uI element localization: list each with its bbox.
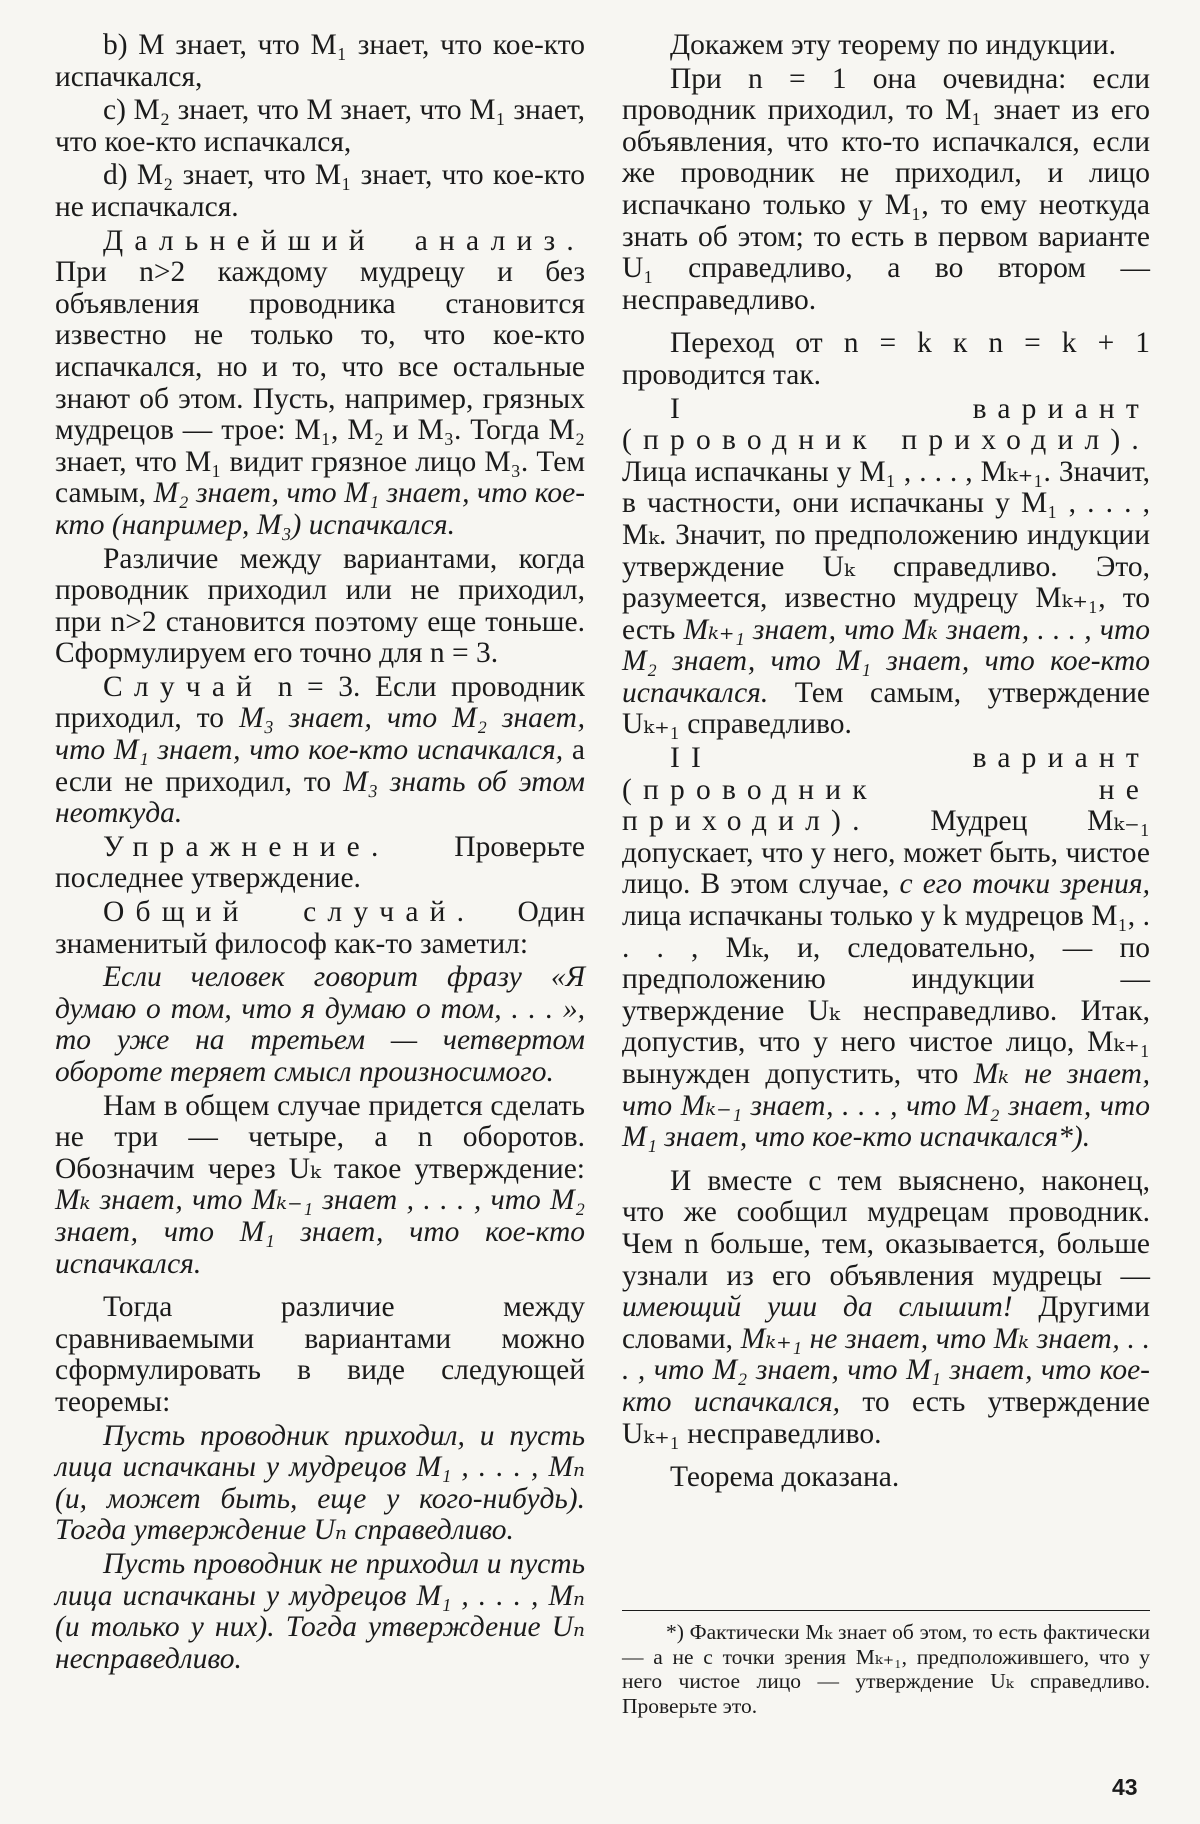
spaced-heading: (проводник приходил).	[622, 424, 1150, 457]
paragraph: Докажем эту теорему по индукции.	[670, 29, 1116, 61]
paragraph: Тогда различие между сравниваемыми вариантами можно сформулировать в виде следующей теоремы:	[55, 1291, 585, 1418]
spaced-heading: Общий случай.	[103, 896, 476, 929]
footnote-divider	[622, 1610, 1150, 1611]
right-column	[622, 30, 1150, 1496]
spaced-heading: Упражнение.	[103, 830, 390, 863]
paragraph: Нам в общем случае придется сделать не три — четыре, а n оборотов. Обозначим через Uₖ такое утверждение: Mₖ знает, что Mₖ₋₁ знает , . . . , что M₂ знает, что M₁ знает, что кое-кто испачкался.	[55, 1089, 585, 1280]
left-column	[55, 30, 585, 1677]
paragraph: c) M₂ знает, что M знает, что M₁ знает, что кое-кто испачкался,	[55, 94, 585, 158]
paragraph: Различие между вариантами, когда проводник приходил или не приходил, при n>2 становится поэтому еще тоньше. Сформулируем его точно для n = 3.	[55, 542, 585, 670]
paragraph: Дальнейший анализ. При n>2 каждому мудрецу и без объявления проводника становится известно не только то, что кое-кто испачкался, но и то, что все остальные знают об этом. Пусть, например, грязных мудрецов — трое: M₁, M₂ и M₃. Тогда M₂ знает, что M₁ видит грязное лицо M₃. Тем самым, M₂ знает, что M₁ знает, что кое-кто (например, M₃) испачкался.	[55, 224, 586, 541]
footnote	[622, 1620, 1150, 1720]
theorem-part-1: Пусть проводник приходил, и пусть лица испачканы у мудрецов M₁ , . . . , Mₙ (и, может быть, еще у кого-нибудь). Тогда утверждение Uₙ справедливо.	[55, 1419, 585, 1547]
spaced-heading: Случай	[103, 670, 264, 703]
paragraph: Теорема доказана.	[670, 1461, 900, 1494]
paragraph: Случай n = 3. Если проводник приходил, то M₃ знает, что M₂ знает, что M₁ знает, что кое-кто испачкался, а если не приходил, то M₃ знать об этом неоткуда.	[55, 670, 586, 830]
spaced-heading: Дальнейший анализ.	[103, 224, 585, 257]
page-number: 43	[1112, 1774, 1138, 1800]
paragraph: И вместе с тем выяснено, наконец, что же сообщил мудрецам проводник. Чем n больше, тем, оказывается, больше узнали из его объявления мудрецы — имеющий уши да слышит! Другими словами, Mₖ₊₁ не знает, что Mₖ знает, . . . , что M₂ знает, что M₁ знает, что кое-кто испачкался, то есть утверждение Uₖ₊₁ несправедливо.	[622, 1164, 1151, 1450]
quotation: Если человек говорит фразу «Я думаю о том, что я думаю о том, . . . », то уже на третьем — четвертом обороте теряет смысл произносимого.	[55, 961, 585, 1088]
paragraph: При n = 1 она очевидна: если проводник приходил, то M₁ знает из его объявления, что кто-то испачкался, если же проводник не приходил, и лицо испачкано только у M₁, то ему неоткуда знать об этом; то есть в первом варианте U₁ справедливо, а во втором — несправедливо.	[622, 62, 1150, 316]
spaced-heading: (проводник не приходил).	[622, 773, 1150, 838]
paragraph: II вариант (проводник не приходил). Мудрец Mₖ₋₁ допускает, что у него, может быть, чистое лицо. В этом случае, с его точки зрения, лица испачканы только у k мудрецов M₁, . . . , Mₖ, и, следовательно, — по предположению индукции — утверждение Uₖ несправедливо. Итак, допустив, что у него чистое лицо, Mₖ₊₁ вынужден допустить, что Mₖ не знает, что Mₖ₋₁ знает, . . . , что M₂ знает, что M₁ знает, что кое-кто испачкался*).	[622, 742, 1151, 1154]
paragraph: Упражнение. Проверьте последнее утверждение.	[55, 830, 585, 895]
footnote-text: *) Фактически Mₖ знает об этом, то есть фактически — а не с точки зрения Mₖ₊₁, предположившего, что у него чистое лицо — утверждение Uₖ справедливо. Проверьте это.	[622, 1620, 1150, 1718]
theorem-part-2: Пусть проводник не приходил и пусть лица испачканы у мудрецов M₁ , . . . , Mₙ (и только у них). Тогда утверждение Uₙ несправедливо.	[55, 1547, 585, 1675]
spaced-heading: I вариант	[670, 392, 1150, 425]
paragraph: d) M₂ знает, что M₁ знает, что кое-кто не испачкался.	[55, 159, 585, 223]
paragraph: Переход от n = k к n = k + 1 проводится так.	[622, 327, 1150, 391]
paragraph: Общий случай. Один знаменитый философ как-то заметил:	[55, 896, 585, 960]
spaced-heading: II вариант	[670, 742, 1150, 775]
paragraph: b) M знает, что M₁ знает, что кое-кто испачкался,	[55, 29, 585, 93]
paragraph: I вариант (проводник приходил). Лица испачканы у M₁ , . . . , Mₖ₊₁. Значит, в частности, они испачканы у M₁ , . . . , Mₖ. Значит, по предположению индукции утверждение Uₖ справедливо. Это, разумеется, известно мудрецу Mₖ₊₁, то есть Mₖ₊₁ знает, что Mₖ знает, . . . , что M₂ знает, что M₁ знает, что кое-кто испачкался. Тем самым, утверждение Uₖ₊₁ справедливо.	[622, 392, 1150, 741]
